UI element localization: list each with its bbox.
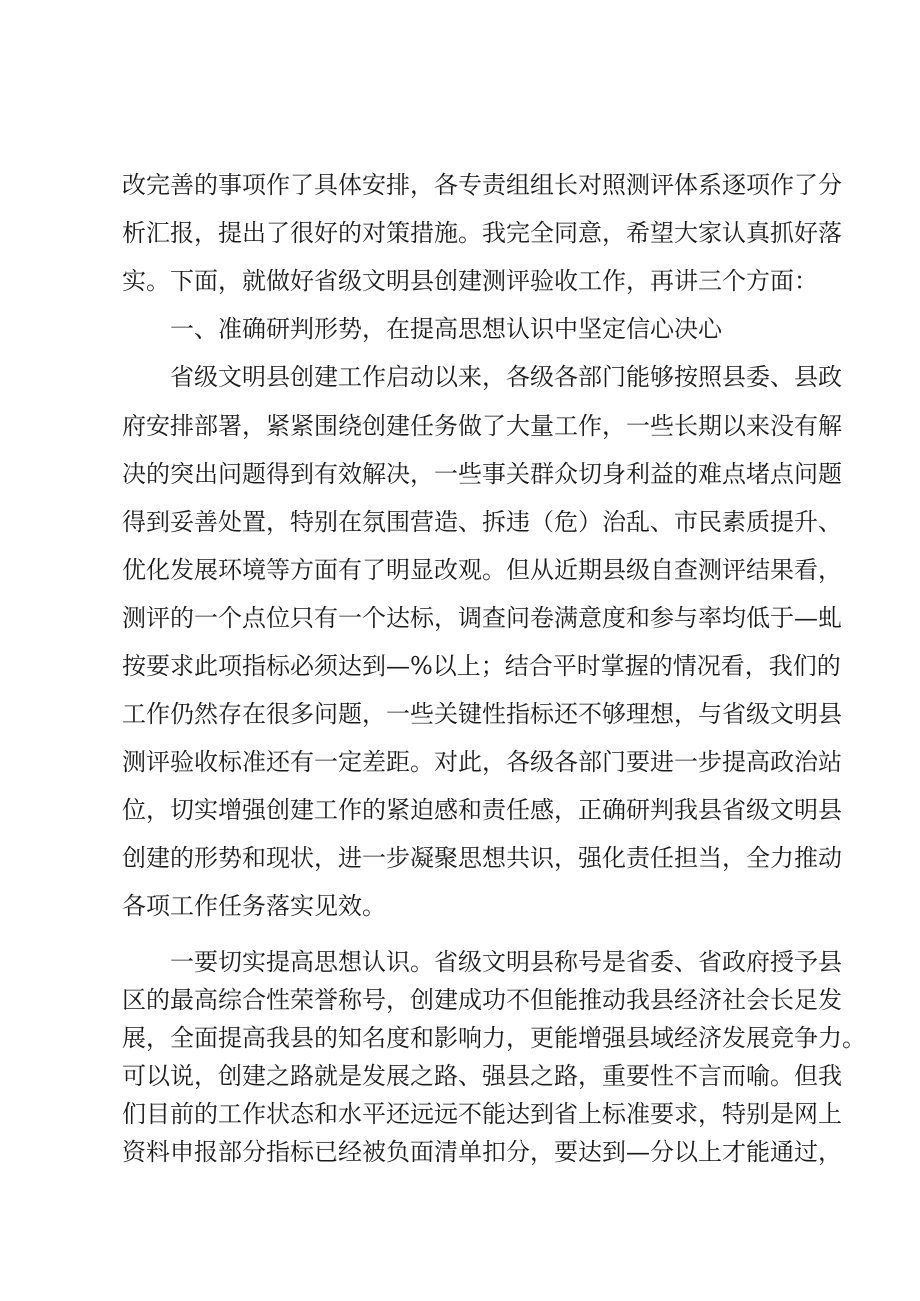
body-line-1: 改完善的事项作了具体安排，各专责组组长对照测评体系逐项作了分 xyxy=(122,171,842,199)
body-line-13: 测评验收标准还有一定差距。对此，各级各部门要进一步提高政治站 xyxy=(122,748,842,776)
body-line-8: 得到妥善处置，特别在氛围营造、拆违（危）治乱、市民素质提升、 xyxy=(122,508,842,536)
body-line-10: 测评的一个点位只有一个达标，调查问卷满意度和参与率均低于—虬 xyxy=(122,604,842,632)
body-line-5: 省级文明县创建工作启动以来，各级各部门能够按照县委、县政 xyxy=(170,363,842,391)
body-line-19: 展，全面提高我县的知名度和影响力，更能增强县域经济发展竞争力。 xyxy=(122,1024,866,1052)
body-line-15: 创建的形势和现状，进一步凝聚思想共识，强化责任担当，全力推动 xyxy=(122,844,842,872)
body-line-20: 可以说，创建之路就是发展之路、强县之路，重要性不言而喻。但我 xyxy=(122,1062,842,1090)
body-line-21: 们目前的工作状态和水平还远远不能达到省上标准要求，特别是网上 xyxy=(122,1100,842,1128)
body-line-12: 工作仍然存在很多问题，一些关键性指标还不够理想，与省级文明县 xyxy=(122,700,842,728)
section-heading: 一、准确研判形势，在提高思想认识中坚定信心决心 xyxy=(170,315,722,343)
body-line-7: 决的突出问题得到有效解决，一些事关群众切身利益的难点堵点问题 xyxy=(122,460,842,488)
body-line-16: 各项工作任务落实见效。 xyxy=(122,892,386,920)
body-line-9: 优化发展环境等方面有了明显改观。但从近期县级自查测评结果看， xyxy=(122,556,842,584)
body-line-17: 一要切实提高思想认识。省级文明县称号是省委、省政府授予县 xyxy=(170,948,842,976)
body-line-6: 府安排部署，紧紧围绕创建任务做了大量工作，一些长期以来没有解 xyxy=(122,412,842,440)
body-line-22: 资料申报部分指标已经被负面清单扣分，要达到—分以上才能通过， xyxy=(122,1138,842,1166)
body-line-2: 析汇报，提出了很好的对策措施。我完全同意，希望大家认真抓好落 xyxy=(122,219,842,247)
body-line-3: 实。下面，就做好省级文明县创建测评验收工作，再讲三个方面： xyxy=(122,267,818,295)
body-line-11: 按要求此项指标必须达到—%以上；结合平时掌握的情况看，我们的 xyxy=(122,652,841,680)
body-line-18: 区的最高综合性荣誉称号，创建成功不但能推动我县经济社会长足发 xyxy=(122,986,842,1014)
body-line-14: 位，切实增强创建工作的紧迫感和责任感，正确研判我县省级文明县 xyxy=(122,796,842,824)
